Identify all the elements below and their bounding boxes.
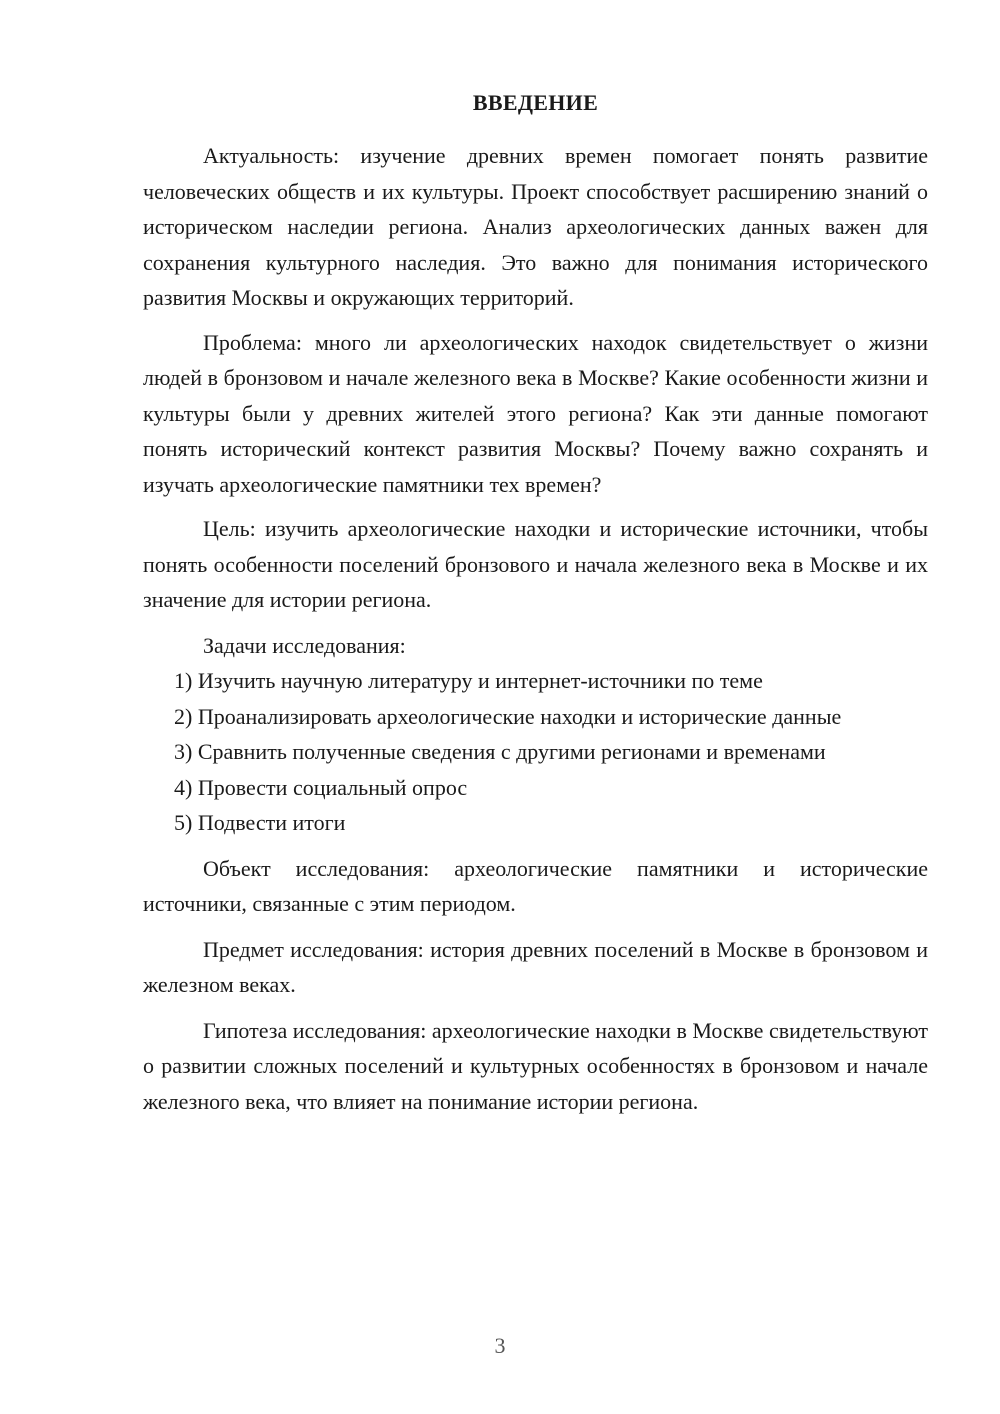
page-number: 3 — [494, 1333, 506, 1358]
list-item: 2) Проанализировать археологические находки и исторические данные — [174, 703, 842, 729]
tasks-heading: Задачи исследования: — [203, 632, 406, 658]
document-page — [143, 90, 928, 1119]
page-title: ВВЕДЕНИЕ — [472, 90, 599, 115]
list-item: 5) Подвести итоги — [174, 810, 346, 835]
list-item: 1) Изучить научную литературу и интернет-источники по теме — [174, 668, 763, 693]
paragraph-relevance: Актуальность: изучение древних времен помогает понять развитие человеческих обществ и их культуры. Проект способствует расширению знаний о историческом наследии региона. Анализ археологических данных важен для сохранения культурного наследия. Это важно для понимания исторического развития Москвы и окружающих территорий. — [143, 143, 928, 310]
list-item: 4) Провести социальный опрос — [174, 774, 468, 800]
paragraph-subject: Предмет исследования: история древних поселений в Москве в бронзовом и железном веках. — [143, 936, 928, 997]
paragraph-problem: Проблема: много ли археологических находок свидетельствует о жизни людей в бронзовом и начале железного века в Москве? Какие особенности жизни и культуры были у древних жителей этого региона? Как эти данные помогают понять исторический контекст развития Москвы? Почему важно сохранять и изучать археологические памятники тех времен? — [143, 329, 928, 497]
paragraph-hypothesis: Гипотеза исследования: археологические находки в Москве свидетельствуют о развитии сложных поселений и культурных особенностях в бронзовом и начале железного века, что влияет на понимание истории региона. — [143, 1017, 928, 1114]
tasks-list — [143, 663, 928, 841]
paragraph-goal: Цель: изучить археологические находки и исторические источники, чтобы понять особенности поселений бронзового и начала железного века в Москве и их значение для истории региона. — [143, 516, 928, 612]
paragraph-object: Объект исследования: археологические памятники и исторические источники, связанные с этим периодом. — [143, 855, 928, 916]
list-item: 3) Сравнить полученные сведения с другими регионами и временами — [174, 739, 826, 764]
